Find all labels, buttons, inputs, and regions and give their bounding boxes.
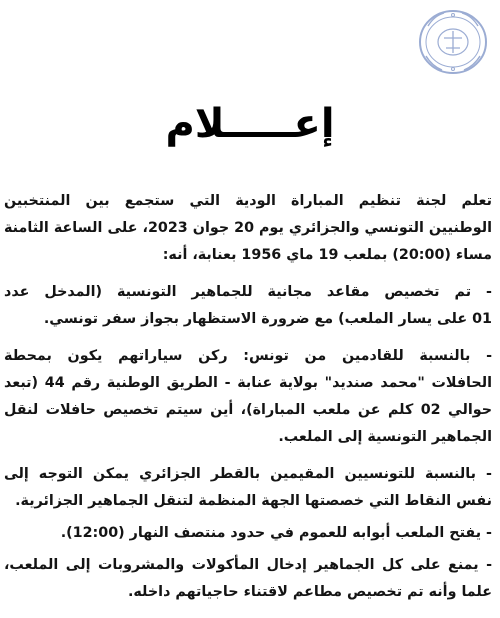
text-line: - تم تخصيص مقاعد مجانية للجماهير التونسية (المدخل عدد xyxy=(4,284,492,300)
text-line: مساء (20:00) بملعب 19 ماي 1956 بعنابة، أنه: xyxy=(162,247,492,263)
text-line: - يمنع على كل الجماهير إدخال المأكولات والمشروبات إلى الملعب، xyxy=(4,557,492,573)
text-line: الحافلات "محمد صنديد" بولاية عنابة - الطريق الوطنية رقم 44 (تبعد xyxy=(4,375,492,391)
text-line: الوطنيين التونسي والجزائري يوم 20 جوان 2023، على الساعة الثامنة xyxy=(4,220,492,236)
announcement-body xyxy=(4,188,492,606)
paragraph-residents-in-algeria xyxy=(4,461,492,515)
paragraph-intro xyxy=(4,188,492,269)
text-line: حوالي 02 كلم عن ملعب المباراة)، أين سيتم تخصيص حافلات لنقل xyxy=(4,402,492,418)
text-line: نفس النقاط التي خصصتها الجهة المنظمة لتنقل الجماهير الجزائرية. xyxy=(15,493,492,509)
text-line: تعلم لجنة تنظيم المباراة الودية التي ستجمع بين المنتخبين xyxy=(4,193,492,209)
page-title: إعـــــلام xyxy=(165,101,335,147)
text-line: - بالنسبة للقادمين من تونس: ركن سياراتهم يكون بمحطة xyxy=(4,348,492,364)
text-line: علما وأنه تم تخصيص مطاعم لاقتناء حاجياتهم داخله. xyxy=(127,584,492,600)
paragraph-arrivals-from-tunisia xyxy=(4,343,492,451)
text-line: الجماهير التونسية إلى الملعب. xyxy=(278,429,492,445)
text-line: 01 على يسار الملعب) مع ضرورة الاستظهار بجواز سفر تونسي. xyxy=(43,311,492,327)
paragraph-free-seats xyxy=(4,279,492,333)
text-line: - بالنسبة للتونسيين المقيمين بالقطر الجزائري يمكن التوجه إلى xyxy=(4,466,492,482)
paragraph-gates-opening xyxy=(4,520,492,547)
official-seal-icon xyxy=(414,6,492,78)
paragraph-food-ban xyxy=(4,552,492,606)
text-line: - يفتح الملعب أبوابه للعموم في حدود منتصف النهار (12:00). xyxy=(60,525,492,541)
